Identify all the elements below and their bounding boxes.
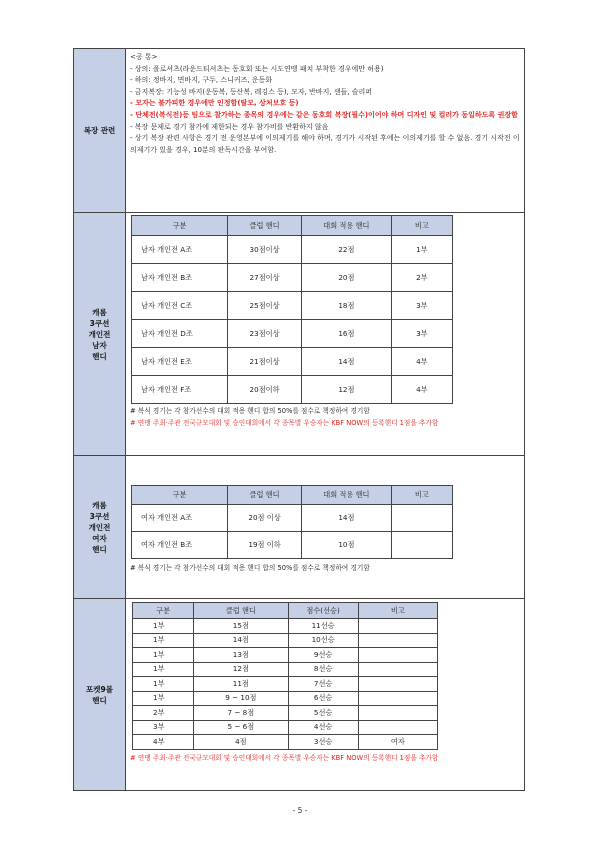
cell: 7 ~ 8점 (194, 706, 288, 721)
table-row (133, 735, 438, 750)
pocket-label-text: 포켓9볼 핸디 (86, 684, 113, 705)
cell: 23점이상 (228, 320, 302, 348)
rules-table (73, 48, 525, 791)
men-body (126, 213, 525, 456)
men-label-text: 캐롬 3쿠션 개인전 남자 핸디 (88, 307, 111, 361)
cell: 1부 (391, 236, 452, 264)
cell: 1부 (133, 691, 194, 706)
cell: 14점 (194, 633, 288, 648)
col-header: 비고 (358, 603, 437, 619)
men-section (74, 213, 525, 456)
table-row (133, 691, 438, 706)
cell (358, 720, 437, 735)
cell: 18점 (302, 292, 392, 320)
pocket-section (74, 599, 525, 791)
cell: 25점이상 (228, 292, 302, 320)
cell: 4선승 (288, 720, 358, 735)
cell: 여자 개인전 B조 (132, 532, 228, 559)
dress-label: 복장 관련 (74, 49, 126, 213)
page-number: - 5 - (292, 806, 308, 815)
dress-line: - 하의: 정바지, 면바지, 구두, 스니커즈, 운동화 (130, 76, 273, 85)
table-row (132, 505, 453, 532)
table-row (133, 720, 438, 735)
cell: 7선승 (288, 677, 358, 692)
cell: 16점 (302, 320, 392, 348)
women-label (74, 456, 126, 599)
cell: 3부 (391, 292, 452, 320)
cell: 2부 (391, 264, 452, 292)
cell: 9 ~ 10점 (194, 691, 288, 706)
men-note: # 복식 경기는 각 참가선수의 대회 적용 핸디 합의 50%를 점수로 책정하여 경기함 (130, 407, 370, 415)
cell: 5 ~ 6점 (194, 720, 288, 735)
cell (358, 706, 437, 721)
col-header: 대회 적용 핸디 (302, 486, 392, 505)
col-header: 클럽 핸디 (228, 216, 302, 236)
cell: 4부 (133, 735, 194, 750)
table-row (133, 633, 438, 648)
col-header: 클럽 핸디 (194, 603, 288, 619)
cell (391, 505, 452, 532)
col-header: 비고 (391, 216, 452, 236)
cell: 3부 (391, 320, 452, 348)
cell: 1부 (133, 633, 194, 648)
cell: 9선승 (288, 648, 358, 663)
cell: 1부 (133, 619, 194, 634)
dress-line: - 상의: 폴로셔츠(라운드티셔츠는 동호회 또는 시도연맹 패치 부착한 경우에만 허용) (130, 64, 384, 73)
cell (358, 662, 437, 677)
dress-header: <공 통> (130, 53, 158, 61)
table-row (132, 376, 453, 404)
cell: 20점 이상 (228, 505, 302, 532)
col-header: 구분 (133, 603, 194, 619)
cell: 10점 (302, 532, 392, 559)
cell: 14점 (302, 348, 392, 376)
men-note-red: # 연맹 주최·주관 전국규모대회 및 승인대회에서 각 종목별 우승자는 KBF NOW의 등록핸디 1점을 추가함 (130, 418, 439, 427)
cell: 22점 (302, 236, 392, 264)
col-header: 대회 적용 핸디 (302, 216, 392, 236)
pocket-note-red: # 연맹 주최·주관 전국규모대회 및 승인대회에서 각 종목별 우승자는 KBF NOW의 등록핸디 1점을 추가함 (130, 753, 439, 762)
table-row (133, 619, 438, 634)
cell: 20점이하 (228, 376, 302, 404)
table-row (133, 677, 438, 692)
cell: 19점 이하 (228, 532, 302, 559)
dress-red-line: - 모자는 불가피한 경우에만 인정함(탈모, 상처보호 등) (130, 99, 299, 108)
cell: 남자 개인전 B조 (132, 264, 228, 292)
dress-red-line: - 단체전(복식전)등 팀으로 참가하는 종목의 경우에는 같은 동호회 복장(필수)이어야 하며 디자인 및 컬러가 동일하도록 권장함 (130, 110, 518, 119)
table-row (132, 348, 453, 376)
cell: 여자 (358, 735, 437, 750)
table-row (133, 706, 438, 721)
pocket-body (126, 599, 525, 791)
cell: 남자 개인전 F조 (132, 376, 228, 404)
cell: 2부 (133, 706, 194, 721)
cell: 1부 (133, 677, 194, 692)
men-handicap-table (131, 215, 453, 404)
table-row (132, 236, 453, 264)
cell: 14점 (302, 505, 392, 532)
pocket-handicap-table (132, 602, 438, 750)
cell: 3선승 (288, 735, 358, 750)
table-row (133, 648, 438, 663)
cell (391, 532, 452, 559)
cell: 4점 (194, 735, 288, 750)
cell: 3부 (133, 720, 194, 735)
cell: 12점 (302, 376, 392, 404)
pocket-label (74, 599, 126, 791)
cell: 4부 (391, 348, 452, 376)
table-row (132, 532, 453, 559)
women-note: # 복식 경기는 각 참가선수의 대회 적용 핸디 합의 50%를 점수로 책정하여 경기함 (130, 564, 370, 572)
cell: 남자 개인전 A조 (132, 236, 228, 264)
cell (358, 677, 437, 692)
cell (358, 691, 437, 706)
dress-body (126, 49, 525, 213)
dress-line: - 복장 문제로 경기 참가에 제한되는 경우 참가비를 반환하지 않음 (130, 122, 329, 131)
women-body (126, 456, 525, 599)
col-header: 구분 (132, 486, 228, 505)
dress-section (74, 49, 525, 213)
cell: 27점이상 (228, 264, 302, 292)
table-row (132, 264, 453, 292)
cell: 12점 (194, 662, 288, 677)
cell: 30점이상 (228, 236, 302, 264)
cell: 20점 (302, 264, 392, 292)
table-row (133, 662, 438, 677)
col-header: 비고 (391, 486, 452, 505)
dress-line: - 금지복장: 기능성 바지(운동복, 등산복, 레깅스 등), 모자, 반바지, 샌들, 슬리퍼 (130, 87, 373, 96)
col-header: 점수(선승) (288, 603, 358, 619)
cell: 1부 (133, 648, 194, 663)
cell: 11점 (194, 677, 288, 692)
cell: 5선승 (288, 706, 358, 721)
cell: 남자 개인전 E조 (132, 348, 228, 376)
cell: 21점이상 (228, 348, 302, 376)
cell: 11선승 (288, 619, 358, 634)
women-label-text: 캐롬 3쿠션 개인전 여자 핸디 (88, 500, 111, 554)
table-row (132, 320, 453, 348)
col-header: 클럽 핸디 (228, 486, 302, 505)
table-row (132, 292, 453, 320)
cell: 10선승 (288, 633, 358, 648)
cell: 8선승 (288, 662, 358, 677)
women-handicap-table (131, 485, 453, 559)
cell (358, 633, 437, 648)
cell: 6선승 (288, 691, 358, 706)
cell: 13점 (194, 648, 288, 663)
women-section (74, 456, 525, 599)
page (73, 48, 525, 791)
cell: 1부 (133, 662, 194, 677)
cell: 남자 개인전 C조 (132, 292, 228, 320)
cell (358, 648, 437, 663)
cell (358, 619, 437, 634)
cell: 15점 (194, 619, 288, 634)
cell: 남자 개인전 D조 (132, 320, 228, 348)
col-header: 구분 (132, 216, 228, 236)
men-label (74, 213, 126, 456)
dress-last-paragraph: - 상기 복장 관련 사항은 경기 전 운영본부에 이의제기를 해야 하며, 경기가 시작된 후에는 이의제기를 할 수 없음. 경기 시작전 이의제기가 있을 경우, 10분의 판독시간을 부여함. (130, 134, 520, 154)
cell: 4부 (391, 376, 452, 404)
cell: 여자 개인전 A조 (132, 505, 228, 532)
